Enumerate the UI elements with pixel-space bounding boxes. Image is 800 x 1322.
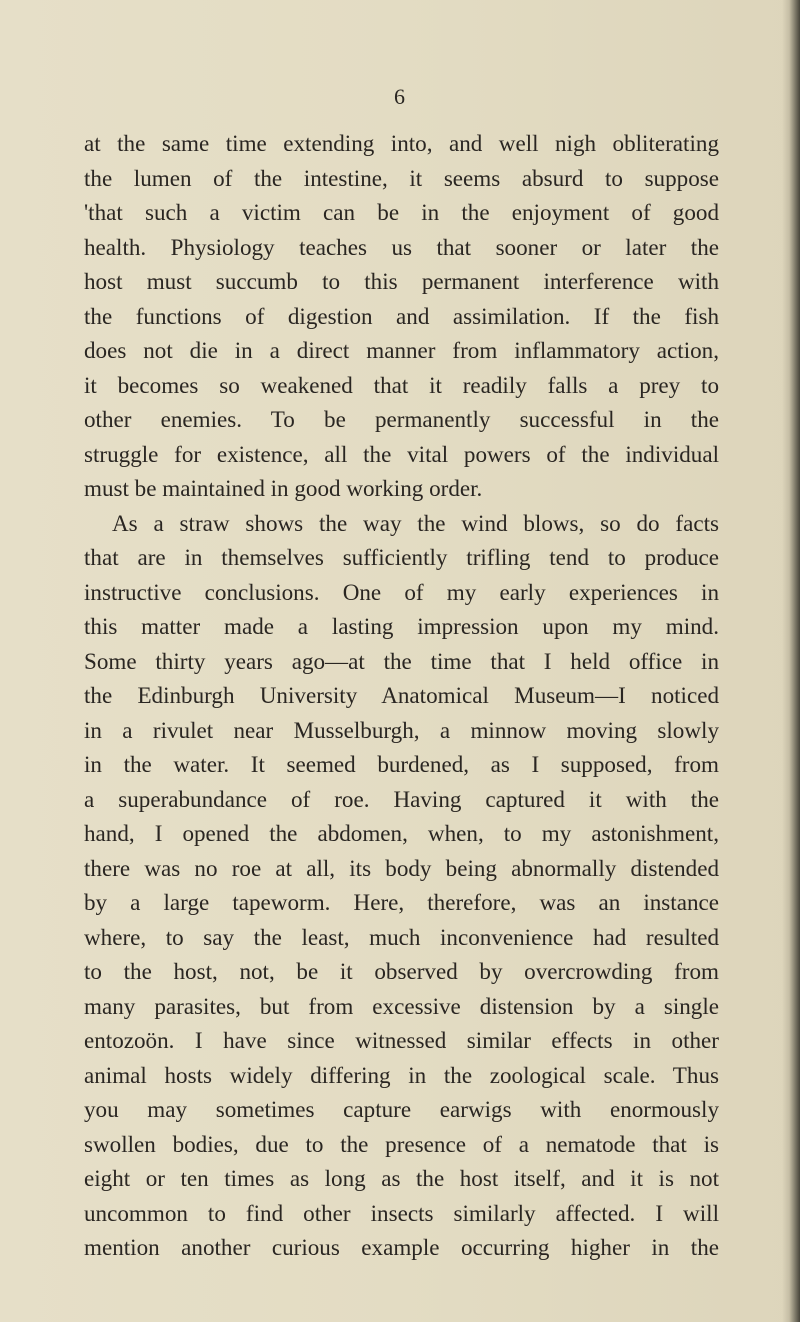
text-line: there was no roe at all, its body being abnormally distended: [84, 854, 719, 881]
text-line: hand, I opened the abdomen, when, to my astonishment,: [84, 820, 719, 846]
text-line: this matter made a lasting impression upon my mind.: [84, 613, 719, 639]
page-number: 6: [394, 84, 406, 109]
text-line: does not die in a direct manner from inflammatory action,: [84, 337, 719, 363]
text-line: a superabundance of roe. Having captured it with the: [84, 785, 719, 812]
text-line: at the same time extending into, and well nigh obliterating: [84, 130, 719, 156]
page-edge-shadow: [782, 0, 800, 1322]
paragraph-start-line: As a straw shows the way the wind blows, so do facts: [112, 509, 719, 536]
text-line: the Edinburgh University Anatomical Museum—I noticed: [84, 682, 719, 708]
text-line: health. Physiology teaches us that sooner or later the: [84, 233, 719, 260]
text-line: in the water. It seemed burdened, as I supposed, from: [84, 751, 719, 777]
text-line: where, to say the least, much inconvenience had resulted: [84, 923, 719, 950]
text-line: Some thirty years ago—at the time that I held office in: [84, 647, 719, 674]
text-line: the lumen of the intestine, it seems absurd to suppose: [84, 164, 719, 191]
text-line: animal hosts widely differing in the zoological scale. Thus: [84, 1061, 719, 1088]
text-line: to the host, not, be it observed by overcrowding from: [84, 958, 719, 984]
text-line: other enemies. To be permanently successful in the: [84, 406, 719, 432]
text-line: entozoön. I have since witnessed similar effects in other: [84, 1027, 719, 1053]
text-line: the functions of digestion and assimilation. If the fish: [84, 302, 719, 329]
text-line: you may sometimes capture earwigs with enormously: [84, 1096, 719, 1122]
text-line: struggle for existence, all the vital powers of the individual: [84, 440, 719, 467]
text-line: that are in themselves sufficiently trifling tend to produce: [84, 544, 719, 570]
text-line: instructive conclusions. One of my early experiences in: [84, 578, 719, 605]
text-line: many parasites, but from excessive distension by a single: [84, 992, 719, 1019]
text-line: eight or ten times as long as the host itself, and it is not: [84, 1165, 719, 1191]
text-line: host must succumb to this permanent interference with: [84, 268, 719, 294]
text-line: mention another curious example occurring higher in the: [84, 1234, 719, 1260]
text-line: swollen bodies, due to the presence of a nematode that is: [84, 1130, 719, 1157]
text-line: by a large tapeworm. Here, therefore, was an instance: [84, 889, 719, 915]
text-line: in a rivulet near Musselburgh, a minnow moving slowly: [84, 716, 719, 743]
text-line: uncommon to find other insects similarly affected. I will: [84, 1199, 719, 1226]
paragraph-end-line: must be maintained in good working order.: [84, 475, 483, 501]
body-text: [84, 126, 719, 1265]
text-line: it becomes so weakened that it readily falls a prey to: [84, 371, 719, 398]
text-line: 'that such a victim can be in the enjoyment of good: [84, 199, 719, 225]
